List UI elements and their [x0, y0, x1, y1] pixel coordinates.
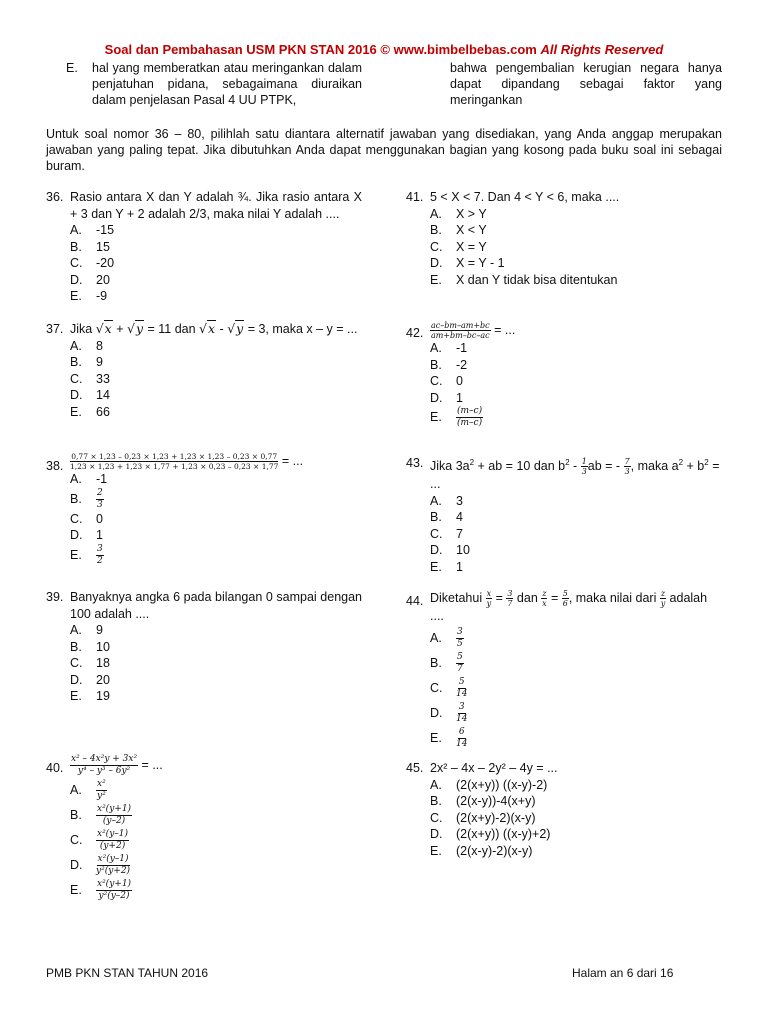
question-37 — [46, 321, 362, 420]
option-b — [430, 509, 724, 526]
fraction: $\frac{5}{6}$ — [562, 589, 568, 608]
option-e — [430, 559, 724, 576]
question-44 — [406, 589, 724, 752]
question-text: $\frac{ac-bm-am+bc}{am+bm-bc-ac}$ = ... — [431, 321, 516, 340]
option-letter: D. — [70, 858, 83, 873]
option-b — [430, 793, 722, 810]
option-text: 8 — [96, 338, 103, 353]
option-e — [70, 879, 362, 902]
option-c — [430, 677, 724, 700]
previous-option-e — [66, 60, 362, 108]
option-letter: C. — [430, 374, 443, 388]
fraction: $\frac{x}{y}$ — [486, 589, 492, 608]
option-letter: C. — [430, 680, 443, 695]
option-e — [430, 843, 722, 860]
header-title: Soal dan Pembahasan USM PKN STAN 2016 © www.bimbelbebas.com — [104, 42, 537, 57]
fraction: $\frac{\text{x² – 4x²y + 3x²}}{\text{y⁴ – y³ – 6y²}}$ — [71, 754, 138, 776]
option-letter: D. — [70, 528, 83, 542]
option-e — [430, 406, 722, 429]
option-letter: B. — [70, 639, 82, 654]
options — [70, 779, 362, 902]
options — [430, 493, 724, 576]
question-41 — [406, 189, 722, 288]
option-c — [70, 255, 362, 272]
question-text: 2x² – 4x – 2y² – 4y = ... — [430, 761, 558, 775]
option-b — [70, 804, 362, 827]
option-letter: D. — [430, 705, 443, 720]
question-number: 36. — [46, 190, 64, 204]
option-text: 19 — [96, 689, 110, 703]
option-text: 1 — [96, 528, 103, 542]
options — [430, 777, 722, 860]
option-d — [430, 255, 722, 272]
option-letter: D. — [70, 272, 83, 287]
option-letter: E. — [70, 883, 82, 898]
option-fraction: $\frac{5}{14}$ — [456, 676, 468, 699]
option-text: X > Y — [456, 206, 487, 221]
option-text: (2(x-y))-4(x+y) — [456, 794, 536, 808]
option-c — [70, 655, 362, 672]
option-e — [70, 544, 376, 567]
option-text: -1 — [96, 472, 108, 486]
option-c — [430, 239, 722, 256]
option-letter: D. — [430, 256, 443, 270]
option-d — [430, 702, 724, 725]
option-letter: E. — [430, 272, 442, 287]
option-letter: E. — [430, 730, 442, 745]
option-letter: B. — [70, 808, 82, 823]
option-letter: D. — [430, 543, 443, 558]
option-letter: C. — [430, 526, 443, 541]
option-c — [430, 526, 724, 543]
option-letter: C. — [70, 656, 83, 670]
option-fraction: $\frac{6}{14}$ — [456, 726, 468, 749]
options — [70, 471, 376, 567]
option-text: -9 — [96, 289, 108, 303]
footer-left: PMB PKN STAN TAHUN 2016 — [46, 966, 209, 980]
options — [430, 340, 722, 429]
option-fraction: $\frac{2}{3}$ — [97, 487, 103, 510]
option-text: -15 — [96, 223, 115, 237]
option-a — [430, 206, 722, 223]
option-letter: D. — [430, 390, 443, 405]
option-letter: A. — [70, 223, 82, 237]
option-c — [430, 810, 722, 827]
option-d — [70, 387, 362, 404]
option-text: 66 — [96, 404, 110, 419]
options — [70, 622, 362, 705]
option-letter: A. — [430, 341, 442, 355]
option-letter: A. — [430, 206, 442, 221]
question-text: Jika √x + √y = 11 dan √x - √y = 3, maka x – y = ... — [70, 321, 358, 336]
option-text: 3 — [456, 493, 463, 508]
option-d — [430, 390, 722, 407]
option-fraction: $\frac{5}{7}$ — [457, 651, 463, 674]
options — [70, 222, 362, 305]
fraction: $\frac{7}{3}$ — [624, 457, 630, 477]
fraction: $\frac{3}{7}$ — [507, 589, 513, 608]
option-letter: E. — [70, 289, 82, 303]
option-b — [70, 488, 376, 511]
option-fraction: $\frac{\text{x²(y+1)}}{\text{y²(y–2)}}$ — [97, 879, 132, 901]
option-letter: E. — [70, 404, 82, 419]
option-letter: C. — [70, 833, 83, 848]
previous-right-text: bahwa pengembalian kerugian negara hanya dapat dipandang sebagai faktor yang meringankan — [450, 61, 722, 107]
option-letter: E. — [66, 61, 78, 75]
option-text: 7 — [456, 526, 463, 541]
option-c — [70, 829, 362, 852]
option-text: X = Y - 1 — [456, 256, 505, 270]
option-letter: C. — [430, 810, 443, 825]
option-a — [430, 493, 724, 510]
option-letter: B. — [430, 357, 442, 372]
option-e — [70, 288, 362, 305]
option-letter: E. — [70, 689, 82, 703]
sqrt-x: √x — [199, 321, 216, 336]
option-d — [430, 826, 722, 843]
option-e — [430, 727, 724, 750]
option-a — [430, 627, 724, 650]
option-letter: B. — [70, 239, 82, 254]
option-a — [430, 777, 722, 794]
question-text: Rasio antara X dan Y adalah ¾. Jika rasio antara X + 3 dan Y + 2 adalah 2/3, maka nilai Y adalah .... — [70, 190, 362, 221]
fraction: $\frac{ac-bm-am+bc}{am+bm-bc-ac}$ — [431, 321, 490, 340]
option-b — [430, 222, 722, 239]
question-text-continued: .... — [430, 609, 444, 623]
option-letter: B. — [430, 223, 442, 237]
option-letter: A. — [70, 623, 82, 637]
question-number: 42. — [406, 326, 424, 340]
question-number: 39. — [46, 590, 64, 604]
option-a — [70, 222, 362, 239]
option-fraction: $\frac{\text{x²}}{\text{y²}}$ — [96, 779, 106, 801]
option-fraction: $\frac{3}{2}$ — [97, 543, 103, 566]
option-text: X dan Y tidak bisa ditentukan — [456, 272, 618, 287]
option-letter: A. — [430, 493, 442, 508]
header-rights: All Rights Reserved — [540, 42, 664, 57]
question-43 — [406, 455, 724, 575]
fraction: $\frac{z}{x}$ — [542, 589, 547, 608]
option-a — [70, 471, 376, 488]
option-d — [70, 672, 362, 689]
option-a — [70, 622, 362, 639]
option-a — [430, 340, 722, 357]
option-letter: D. — [70, 388, 83, 402]
question-text: Diketahui $\frac{x}{y}$ = $\frac{3}{7}$ dan $\frac{z}{x}$ = $\frac{5}{6}$ , maka nilai dari $\frac{z}{y}$ adalah — [430, 589, 708, 608]
fraction: $\frac{z}{y}$ — [660, 589, 666, 608]
fraction: $\frac{0,77 \times 1,23 - 0,23 \times 1,23 + 1,23 \times 1,23 - 0,23 \times 0,77}{1,23 \times 1,23 + 1,23 \times 1,77 + 1,23 \times 0,23 - 0,23 \times 1,77}$ — [70, 452, 279, 471]
option-text: 33 — [96, 371, 110, 386]
option-text: 20 — [96, 272, 110, 287]
option-text: 1 — [456, 390, 463, 405]
option-text: 10 — [96, 639, 110, 654]
option-text: -2 — [456, 357, 468, 372]
option-letter: E. — [430, 843, 442, 858]
option-text: 18 — [96, 656, 110, 670]
option-b — [70, 239, 362, 256]
option-text: 9 — [96, 355, 103, 369]
option-letter: C. — [70, 256, 83, 270]
option-text: 0 — [96, 511, 103, 526]
option-letter: B. — [70, 491, 82, 506]
question-text: $\frac{0,77 \times 1,23 - 0,23 \times 1,23 + 1,23 \times 1,23 - 0,23 \times 0,77}{1,23 \times 1,23 + 1,23 \times 1,77 + 1,23 \times 0,23 - 0,23 \times 1,77}$ = ... — [70, 452, 304, 471]
option-text: 15 — [96, 239, 110, 254]
option-b — [430, 357, 722, 374]
option-b — [430, 652, 724, 675]
sqrt-y: √y — [227, 321, 244, 336]
option-letter: A. — [70, 472, 82, 486]
option-a — [70, 779, 362, 802]
footer-page-number: Halam an 6 dari 16 — [572, 966, 674, 980]
option-text: 9 — [96, 623, 103, 637]
option-e — [430, 272, 722, 289]
question-text: Banyaknya angka 6 pada bilangan 0 sampai dengan 100 adalah .... — [70, 590, 362, 621]
option-text: 20 — [96, 672, 110, 687]
option-fraction: $\frac{3}{14}$ — [456, 701, 468, 724]
option-d — [70, 527, 376, 544]
option-d — [70, 854, 362, 877]
option-fraction: $\frac{3}{5}$ — [457, 626, 463, 649]
instruction-text: Untuk soal nomor 36 – 80, pilihlah satu diantara alternatif jawaban yang disediakan, yang Anda anggap merupakan jawaban yang paling tepat. Jika dibutuhkan Anda dapat menggunakan bagian yang kosong pada buku soal ini sebagai buram. — [46, 127, 722, 173]
option-text: (2(x+y)) ((x-y)-2) — [456, 777, 548, 792]
option-letter: A. — [70, 783, 82, 798]
option-text: (2(x+y)) ((x-y)+2) — [456, 827, 551, 841]
option-text: X < Y — [456, 223, 487, 237]
question-39 — [46, 589, 362, 705]
page-header — [0, 42, 768, 57]
question-number: 41. — [406, 190, 424, 204]
option-letter: A. — [430, 777, 442, 792]
option-d — [430, 542, 724, 559]
question-number: 40. — [46, 761, 64, 775]
option-text: 14 — [96, 388, 110, 402]
sqrt-x: √x — [95, 321, 112, 336]
question-number: 44. — [406, 594, 424, 608]
option-fraction: $\frac{\text{x²(y+1)}}{(y-2)}$ — [97, 804, 132, 826]
option-c — [70, 371, 362, 388]
question-number: 38. — [46, 459, 64, 473]
option-text: -1 — [456, 341, 468, 355]
option-b — [70, 639, 362, 656]
option-c — [430, 373, 722, 390]
question-38 — [46, 452, 376, 567]
question-number: 43. — [406, 456, 424, 470]
previous-left-text: hal yang memberatkan atau meringankan dalam penjatuhan pidana, sebagaimana diuraikan dalam penjelasan Pasal 4 UU PTPK, — [92, 61, 362, 107]
question-42 — [406, 321, 722, 429]
option-letter: B. — [430, 794, 442, 808]
question-45 — [406, 760, 722, 859]
option-letter: C. — [70, 371, 83, 386]
option-text: 4 — [456, 510, 463, 525]
question-text: $\frac{\text{x² – 4x²y + 3x²}}{\text{y⁴ – y³ – 6y²}}$ = ... — [71, 754, 163, 776]
option-e — [70, 688, 362, 705]
question-36 — [46, 189, 362, 305]
option-c — [70, 511, 376, 528]
option-b — [70, 354, 362, 371]
fraction: $\frac{1}{3}$ — [581, 457, 587, 477]
option-a — [70, 338, 362, 355]
option-letter: B. — [70, 355, 82, 369]
option-fraction: $\frac{\text{x²(y–1)}}{(y+2)}$ — [97, 829, 129, 851]
option-letter: E. — [430, 410, 442, 425]
option-fraction: $\frac{\text{x²(y–1)}}{\text{y²(y+2)}}$ — [96, 854, 131, 876]
option-letter: B. — [430, 655, 442, 670]
option-letter: C. — [70, 511, 83, 526]
option-text: (2(x-y)-2)(x-y) — [456, 843, 533, 858]
question-text: 5 < X < 7. Dan 4 < Y < 6, maka .... — [430, 190, 620, 204]
option-letter: A. — [430, 630, 442, 645]
option-letter: C. — [430, 239, 443, 254]
sqrt-y: √y — [126, 321, 144, 336]
options — [430, 206, 722, 289]
question-text: Jika $3a^2$ + ab = 10 dan $b^2$ - $\frac{1}{3}$ ab = - $\frac{7}{3}$ , maka $a^2 + b^2$ = — [430, 457, 720, 477]
option-letter: E. — [430, 559, 442, 574]
question-number: 45. — [406, 761, 424, 775]
option-text: -20 — [96, 256, 115, 270]
question-text-continued: ... — [430, 477, 441, 492]
question-number: 37. — [46, 322, 64, 336]
question-40 — [46, 754, 362, 904]
option-e — [70, 404, 362, 421]
option-fraction: $\frac{(m-c)}{(m-c)}$ — [457, 406, 483, 428]
option-letter: E. — [70, 547, 82, 562]
option-letter: B. — [430, 510, 442, 525]
option-letter: D. — [70, 672, 83, 687]
options — [430, 627, 724, 750]
option-d — [70, 272, 362, 289]
option-letter: A. — [70, 338, 82, 353]
options — [70, 338, 362, 421]
option-text: 0 — [456, 374, 463, 388]
option-text: 1 — [456, 559, 463, 574]
option-text: (2(x+y)-2)(x-y) — [456, 810, 536, 825]
option-letter: D. — [430, 827, 443, 841]
option-text: X = Y — [456, 239, 487, 254]
option-text: 10 — [456, 543, 470, 558]
